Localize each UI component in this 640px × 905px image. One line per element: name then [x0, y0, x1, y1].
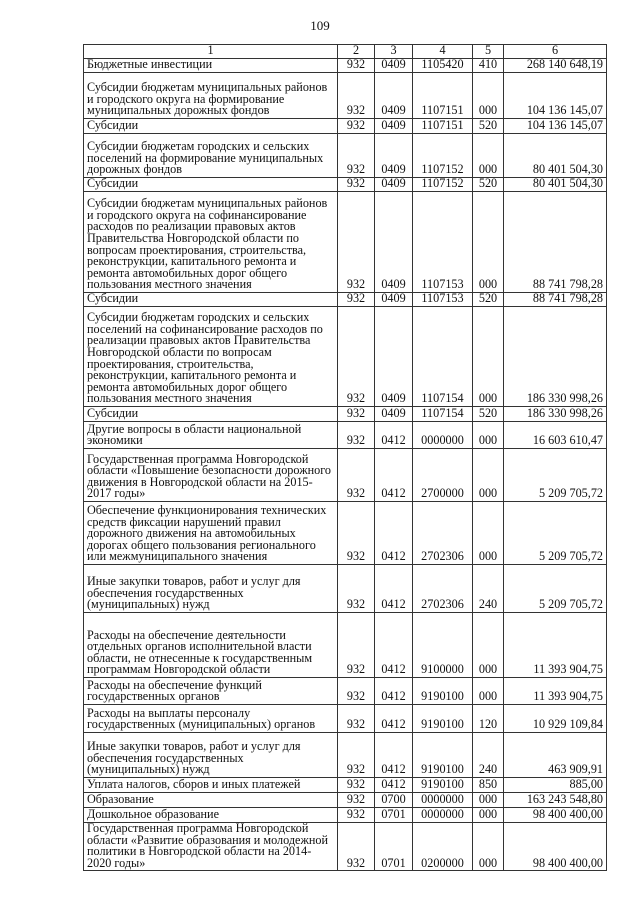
- item-name-cell: Уплата налогов, сборов и иных платежей: [84, 778, 338, 793]
- table-row: [84, 823, 607, 871]
- admin-code-cell: 932: [338, 449, 375, 502]
- amount-cell: 80 401 504,30: [504, 134, 607, 178]
- amount-cell: 10 929 109,84: [504, 705, 607, 733]
- budget-table: [83, 44, 607, 871]
- admin-code-cell: 932: [338, 293, 375, 307]
- table-header-row: [84, 45, 607, 59]
- target-item-code-cell: 1107153: [413, 192, 473, 293]
- expense-type-code-cell: 520: [473, 119, 504, 134]
- item-name-cell: Субсидии: [84, 293, 338, 307]
- expense-type-code-cell: 000: [473, 808, 504, 823]
- target-item-code-cell: 1107153: [413, 293, 473, 307]
- table-row: [84, 613, 607, 678]
- amount-cell: 5 209 705,72: [504, 449, 607, 502]
- admin-code-cell: 932: [338, 823, 375, 871]
- header-col-2: 2: [338, 45, 375, 59]
- section-code-cell: 0409: [375, 119, 413, 134]
- section-code-cell: 0412: [375, 733, 413, 778]
- amount-cell: 11 393 904,75: [504, 678, 607, 705]
- item-name-cell: Субсидии бюджетам городских и сельских поселений на софинансирование расходов по реализации правовых актов Правительства Новгородской области по вопросам проектирования, строительства, реконструкции, капитального ремонта и ремонта автомобильных дорог общего пользования местного значения: [84, 307, 338, 407]
- expense-type-code-cell: 520: [473, 407, 504, 422]
- target-item-code-cell: 9190100: [413, 678, 473, 705]
- table-row: [84, 565, 607, 613]
- amount-cell: 98 400 400,00: [504, 808, 607, 823]
- section-code-cell: 0409: [375, 134, 413, 178]
- section-code-cell: 0412: [375, 705, 413, 733]
- target-item-code-cell: 0000000: [413, 422, 473, 449]
- item-name-cell: Иные закупки товаров, работ и услуг для обеспечения государственных (муниципальных) нужд: [84, 733, 338, 778]
- target-item-code-cell: 0000000: [413, 808, 473, 823]
- section-code-cell: 0701: [375, 823, 413, 871]
- amount-cell: 268 140 648,19: [504, 59, 607, 73]
- section-code-cell: 0409: [375, 307, 413, 407]
- header-col-4: 4: [413, 45, 473, 59]
- amount-cell: 80 401 504,30: [504, 178, 607, 192]
- expense-type-code-cell: 000: [473, 307, 504, 407]
- table-row: [84, 678, 607, 705]
- table-row: [84, 178, 607, 192]
- expense-type-code-cell: 520: [473, 293, 504, 307]
- expense-type-code-cell: 850: [473, 778, 504, 793]
- target-item-code-cell: 1107154: [413, 407, 473, 422]
- section-code-cell: 0412: [375, 678, 413, 705]
- page-number: 109: [310, 18, 330, 33]
- target-item-code-cell: 1105420: [413, 59, 473, 73]
- admin-code-cell: 932: [338, 192, 375, 293]
- table-row: [84, 407, 607, 422]
- admin-code-cell: 932: [338, 733, 375, 778]
- admin-code-cell: 932: [338, 678, 375, 705]
- admin-code-cell: 932: [338, 613, 375, 678]
- item-name-cell: Государственная программа Новгородской области «Повышение безопасности дорожного движения в Новгородской области на 2015-2017 годы»: [84, 449, 338, 502]
- amount-cell: 186 330 998,26: [504, 307, 607, 407]
- header-col-5: 5: [473, 45, 504, 59]
- amount-cell: 88 741 798,28: [504, 293, 607, 307]
- header-col-3: 3: [375, 45, 413, 59]
- admin-code-cell: 932: [338, 59, 375, 73]
- amount-cell: 98 400 400,00: [504, 823, 607, 871]
- expense-type-code-cell: 000: [473, 449, 504, 502]
- admin-code-cell: 932: [338, 119, 375, 134]
- admin-code-cell: 932: [338, 73, 375, 119]
- item-name-cell: Иные закупки товаров, работ и услуг для обеспечения государственных (муниципальных) нужд: [84, 565, 338, 613]
- admin-code-cell: 932: [338, 178, 375, 192]
- target-item-code-cell: 0200000: [413, 823, 473, 871]
- amount-cell: 104 136 145,07: [504, 119, 607, 134]
- target-item-code-cell: 2702306: [413, 565, 473, 613]
- table-row: [84, 778, 607, 793]
- table-row: [84, 293, 607, 307]
- admin-code-cell: 932: [338, 565, 375, 613]
- admin-code-cell: 932: [338, 407, 375, 422]
- amount-cell: 186 330 998,26: [504, 407, 607, 422]
- amount-cell: 104 136 145,07: [504, 73, 607, 119]
- item-name-cell: Субсидии бюджетам городских и сельских поселений на формирование муниципальных дорожных фондов: [84, 134, 338, 178]
- section-code-cell: 0409: [375, 59, 413, 73]
- expense-type-code-cell: 000: [473, 422, 504, 449]
- amount-cell: 5 209 705,72: [504, 502, 607, 565]
- expense-type-code-cell: 000: [473, 613, 504, 678]
- target-item-code-cell: 0000000: [413, 793, 473, 808]
- admin-code-cell: 932: [338, 778, 375, 793]
- expense-type-code-cell: 000: [473, 823, 504, 871]
- target-item-code-cell: 1107151: [413, 119, 473, 134]
- item-name-cell: Дошкольное образование: [84, 808, 338, 823]
- admin-code-cell: 932: [338, 793, 375, 808]
- amount-cell: 163 243 548,80: [504, 793, 607, 808]
- admin-code-cell: 932: [338, 134, 375, 178]
- section-code-cell: 0701: [375, 808, 413, 823]
- admin-code-cell: 932: [338, 502, 375, 565]
- item-name-cell: Субсидии бюджетам муниципальных районов и городского округа на софинансирование расходов по реализации правовых актов Правительства Новгородской области по вопросам проектирования, строительства, реконструкции, капитального ремонта и ремонта автомобильных дорог общего пользования местного значения: [84, 192, 338, 293]
- table-row: [84, 733, 607, 778]
- section-code-cell: 0412: [375, 613, 413, 678]
- header-col-1: 1: [84, 45, 338, 59]
- admin-code-cell: 932: [338, 808, 375, 823]
- expense-type-code-cell: 240: [473, 733, 504, 778]
- table-row: [84, 59, 607, 73]
- section-code-cell: 0412: [375, 422, 413, 449]
- amount-cell: 463 909,91: [504, 733, 607, 778]
- section-code-cell: 0409: [375, 73, 413, 119]
- amount-cell: 885,00: [504, 778, 607, 793]
- target-item-code-cell: 2702306: [413, 502, 473, 565]
- target-item-code-cell: 1107152: [413, 178, 473, 192]
- item-name-cell: Обеспечение функционирования технических средств фиксации нарушений правил дорожного движения на автомобильных дорогах общего пользования регионального или межмуниципального значения: [84, 502, 338, 565]
- table-row: [84, 449, 607, 502]
- target-item-code-cell: 1107154: [413, 307, 473, 407]
- admin-code-cell: 932: [338, 422, 375, 449]
- section-code-cell: 0409: [375, 293, 413, 307]
- item-name-cell: Расходы на обеспечение функций государственных органов: [84, 678, 338, 705]
- item-name-cell: Субсидии: [84, 407, 338, 422]
- table-row: [84, 502, 607, 565]
- table-body: [84, 59, 607, 871]
- target-item-code-cell: 9100000: [413, 613, 473, 678]
- table-row: [84, 808, 607, 823]
- amount-cell: 11 393 904,75: [504, 613, 607, 678]
- amount-cell: 88 741 798,28: [504, 192, 607, 293]
- section-code-cell: 0412: [375, 565, 413, 613]
- expense-type-code-cell: 000: [473, 678, 504, 705]
- table-row: [84, 119, 607, 134]
- section-code-cell: 0700: [375, 793, 413, 808]
- target-item-code-cell: 2700000: [413, 449, 473, 502]
- table-row: [84, 73, 607, 119]
- expense-type-code-cell: 000: [473, 502, 504, 565]
- expense-type-code-cell: 000: [473, 192, 504, 293]
- table-row: [84, 192, 607, 293]
- table-row: [84, 422, 607, 449]
- expense-type-code-cell: 520: [473, 178, 504, 192]
- target-item-code-cell: 1107151: [413, 73, 473, 119]
- expense-type-code-cell: 000: [473, 73, 504, 119]
- section-code-cell: 0412: [375, 449, 413, 502]
- item-name-cell: Расходы на выплаты персоналу государственных (муниципальных) органов: [84, 705, 338, 733]
- item-name-cell: Бюджетные инвестиции: [84, 59, 338, 73]
- amount-cell: 5 209 705,72: [504, 565, 607, 613]
- admin-code-cell: 932: [338, 307, 375, 407]
- expense-type-code-cell: 000: [473, 134, 504, 178]
- section-code-cell: 0412: [375, 778, 413, 793]
- item-name-cell: Расходы на обеспечение деятельности отдельных органов исполнительной власти области, не отнесенные к государственным программам Новгородской области: [84, 613, 338, 678]
- expense-type-code-cell: 120: [473, 705, 504, 733]
- expense-type-code-cell: 240: [473, 565, 504, 613]
- target-item-code-cell: 9190100: [413, 705, 473, 733]
- header-col-6: 6: [504, 45, 607, 59]
- expense-type-code-cell: 000: [473, 793, 504, 808]
- target-item-code-cell: 1107152: [413, 134, 473, 178]
- item-name-cell: Другие вопросы в области национальной экономики: [84, 422, 338, 449]
- section-code-cell: 0409: [375, 407, 413, 422]
- item-name-cell: Образование: [84, 793, 338, 808]
- item-name-cell: Субсидии: [84, 178, 338, 192]
- admin-code-cell: 932: [338, 705, 375, 733]
- target-item-code-cell: 9190100: [413, 778, 473, 793]
- table-row: [84, 134, 607, 178]
- table-row: [84, 307, 607, 407]
- item-name-cell: Субсидии бюджетам муниципальных районов и городского округа на формирование муниципальных дорожных фондов: [84, 73, 338, 119]
- table-row: [84, 705, 607, 733]
- section-code-cell: 0409: [375, 192, 413, 293]
- expense-type-code-cell: 410: [473, 59, 504, 73]
- item-name-cell: Государственная программа Новгородской области «Развитие образования и молодежной политики в Новгородской области на 2014-2020 годы»: [84, 823, 338, 871]
- section-code-cell: 0409: [375, 178, 413, 192]
- section-code-cell: 0412: [375, 502, 413, 565]
- item-name-cell: Субсидии: [84, 119, 338, 134]
- amount-cell: 16 603 610,47: [504, 422, 607, 449]
- table-row: [84, 793, 607, 808]
- target-item-code-cell: 9190100: [413, 733, 473, 778]
